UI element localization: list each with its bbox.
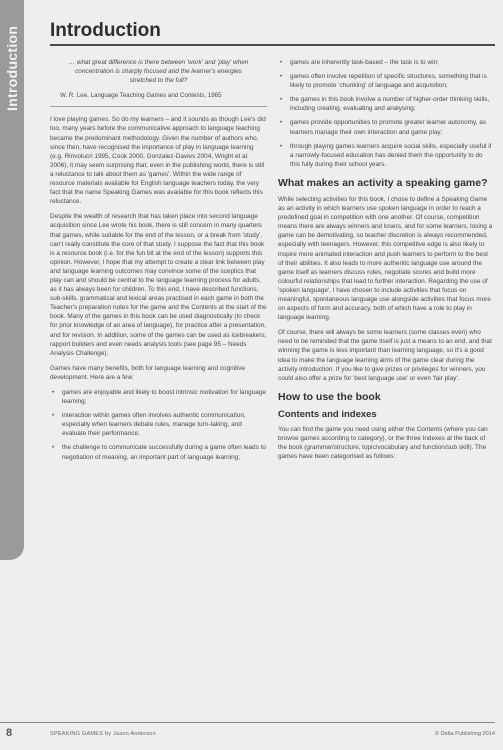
subsection-heading: Contents and indexes (278, 408, 377, 420)
page-number: 8 (6, 727, 13, 739)
body-paragraph: Games have many benefits, both for language learning and cognitive development. Here are a few: (50, 364, 246, 381)
bullet-icon: • (52, 389, 55, 396)
bullet-icon: • (52, 412, 55, 420)
bullet-icon: • (280, 59, 283, 66)
body-paragraph: I love playing games. So do my learners – and it sounds as though Lee's did too, many years before the communicative approach to language teaching became the predominant methodology. Given the number of authors who, since then, have recognised the importance of play in language learning (e.g. Rinvolucri 1995, Cook 2000, Gonzalez-Davies 2004, Wright et al. 2006), it may seem surprising that, even in the publishing world, there is still a reluctance to talk about them as 'games'. Within the wide range of resource materials available for English language teachers today, the very fact that the name Speaking Games was available for this book reflects this reluctance. (50, 116, 266, 206)
list-item: • games often involve repetition of specific structures, something that is likely to promote 'chunking' of language and acquisition; (280, 73, 487, 90)
list-item: • the challenge to communicate successfully during a game often leads to negotiation of meaning, an important part of language learning; (52, 444, 266, 461)
copyright-notice: © Delta Publishing 2014 (434, 731, 495, 737)
body-paragraph: You can find the game you need using either the Contents (where you can browse games according to category), or the three Indexes at the back of the book (grammar/structure, topic/vocabulary and function/sub skill). The games have been categorised as follows: (278, 425, 488, 461)
bullet-icon: • (280, 96, 283, 104)
list-item: • games are enjoyable and likely to boost intrinsic motivation for language learning; (52, 389, 266, 406)
body-paragraph: Of course, there will always be some learners (some classes even) who need to be reminded that the game itself is just a means to an end, and that winning the game is less important than learning language, so it's a good idea to make the language learning aims of the game clear during the activity introduction. If you like to give prizes or privileges for winners, you could also offer a prize for 'best language use' or even 'fair play'. (278, 329, 492, 382)
body-paragraph: While selecting activities for this book, I chose to define a Speaking Game as an activity in which learners use spoken language in order to reach a predefined goal in competition with one another. Of course, competition means there are always winners and losers, and for some learners, losing a game can be demotivating, so teacher discretion is always recommended, especially with teenagers. However, this competitive edge is also likely to inspire more animated interaction and push learners to perform to the best of their abilities. It also leads to more authentic language use around the game itself as learners discuss rules, negotiate scores and build more colourful relationships that lead to further interaction. Regarding the use of 'spoken language', I have chosen to include activities that focus on meaningful, spontaneous language use alongside activities that focus more on aspects of form and accuracy, both of which have a role to play in language learning. (278, 195, 493, 322)
title-divider (50, 44, 495, 46)
section-heading: What makes an activity a speaking game? (278, 176, 488, 189)
list-item: • interaction within games often involves authentic communication, especially when learners debate rules, manage turn-taking, and evaluate their performance; (52, 412, 246, 438)
section-heading: How to use the book (278, 390, 381, 403)
body-paragraph: Despite the wealth of research that has taken place into second language acquisition since Lee wrote his book, there is still concern in many quarters that games, while suitable for the end of the lesson, or a break from 'study', can't really constitute the core of that study. I suppose the fact that this book is a resource book (i.e. for the fun bit at the end of the lesson) supports this opinion. However, I hope that my attempt to create a clear link between play and language learning outcomes may convince some of the sceptics that play can and should be central to the language learning process for adults, as it has always been for children. To this end, I have described functions, sub-skills, grammatical and lexical areas practised in each game in both the Teacher's preparation notes for the game and the Contents at the start of the book. Many of the games in this book can be used diagnostically (to check for prior knowledge of an area of language), for practice after a presentation, and for revision. In addition, some of the games can be used as icebreakers, rapport builders and even needs analysis tools (see page 95 – Needs Analysis Challenge). (50, 213, 267, 357)
bullet-icon: • (52, 444, 55, 452)
book-credit: SPEAKING GAMES by Jason Anderson (50, 731, 156, 737)
bullet-icon: • (280, 142, 283, 150)
quote-divider (50, 106, 267, 107)
chapter-side-tab (0, 0, 24, 560)
benefits-list-continued (278, 58, 494, 169)
footer-divider (0, 722, 495, 723)
list-item: • games provide opportunities to promote greater learner autonomy, as learners manage their own interaction and game play; (280, 119, 486, 136)
epigraph-attribution: W. R. Lee, Language Teaching Games and Contests, 1965 (60, 92, 222, 100)
bullet-icon: • (280, 73, 283, 81)
bullet-icon: • (280, 119, 283, 127)
list-item: • the games in this book involve a number of higher-order thinking skills, including creating, evaluating and analysing; (280, 96, 490, 113)
left-column (50, 58, 267, 468)
list-item: • through playing games learners acquire social skills, especially useful if a narrowly-focused education has denied them the opportunity to do this fully during their school years. (280, 142, 492, 168)
epigraph-quote: … what great difference is there between 'work' and 'play' when concentration is sharply focused and the learner's energies stretched to the full? (68, 59, 249, 85)
side-tab-label: Introduction (4, 25, 20, 111)
right-column (278, 58, 494, 467)
page-title: Introduction (50, 20, 161, 41)
list-item: • games are inherently task-based – the task is to win; (280, 59, 439, 66)
benefits-list (50, 388, 267, 462)
